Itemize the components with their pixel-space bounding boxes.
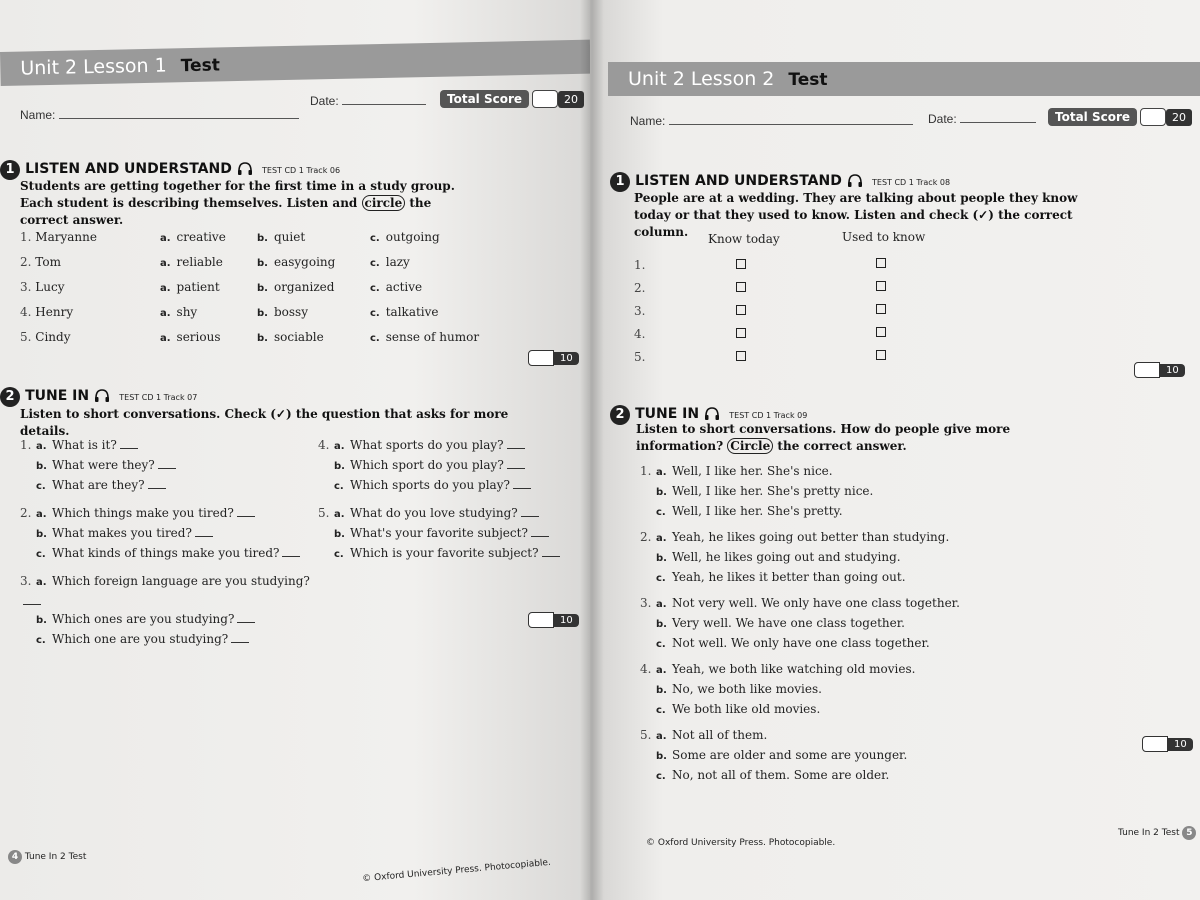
option-c[interactable]: c. lazy <box>370 255 410 269</box>
left-date-label: Date: <box>310 94 339 108</box>
right-section2-instruction <box>636 421 1086 455</box>
option-b[interactable]: b. organized <box>257 280 335 294</box>
right-date-row <box>928 112 1036 126</box>
option-b[interactable]: b. easygoing <box>257 255 336 269</box>
left-section1-circle-word: circle <box>362 195 406 211</box>
left-unit-header <box>0 40 590 86</box>
list-item: 5. a. What do you love studying? b. What's your favorite subject? c. Which is your favorite subject? <box>318 504 578 564</box>
table-row: 5. <box>634 350 934 373</box>
answer-blank[interactable] <box>507 468 525 469</box>
right-section1-track: TEST CD 1 Track 08 <box>872 178 951 187</box>
checkbox-used-to-know[interactable] <box>876 281 886 291</box>
left-page <box>0 0 590 900</box>
left-page-number: 4 <box>8 850 22 864</box>
answer-blank[interactable] <box>513 488 531 489</box>
left-section1-instruction-b: the correct answer. <box>20 196 432 227</box>
answer-blank[interactable] <box>237 622 255 623</box>
left-section2-title: TUNE IN <box>25 388 90 404</box>
row-num: 2. <box>20 255 32 269</box>
answer-blank[interactable] <box>148 488 166 489</box>
headphones-icon <box>847 174 863 188</box>
checkbox-know-today[interactable] <box>736 305 746 315</box>
left-section2-instruction: Listen to short conversations. Check (✓) the question that asks for more details. <box>20 407 509 438</box>
answer-blank[interactable] <box>282 556 300 557</box>
option-a[interactable]: Not very well. We only have one class together. <box>672 596 960 610</box>
option-b[interactable]: b. bossy <box>257 305 308 319</box>
list-item: 2. a. Which things make you tired? b. What makes you tired? c. What kinds of things make you tired? <box>20 504 310 564</box>
answer-blank[interactable] <box>23 604 41 605</box>
right-total-score-label: Total Score <box>1048 108 1137 126</box>
left-footer-title: Tune In 2 Test <box>24 852 87 862</box>
option-a[interactable]: Yeah, he likes going out better than studying. <box>672 530 950 544</box>
right-date-field[interactable] <box>960 112 1036 123</box>
score-box[interactable] <box>1142 736 1168 752</box>
headphones-icon <box>704 407 720 421</box>
headphones-icon <box>237 162 253 176</box>
answer-blank[interactable] <box>542 556 560 557</box>
checkbox-used-to-know[interactable] <box>876 327 886 337</box>
right-footer-copyright: © Oxford University Press. Photocopiable. <box>646 838 836 848</box>
row-num: 1. <box>20 230 32 244</box>
option-c[interactable]: c. talkative <box>370 305 439 319</box>
left-section1-title: LISTEN AND UNDERSTAND <box>25 161 232 177</box>
option-b[interactable]: Well, I like her. She's pretty nice. <box>672 484 874 498</box>
option-b[interactable]: Very well. We have one class together. <box>672 616 905 630</box>
right-section2-instruction-a: Listen to short conversations. How do people give more information? <box>636 422 1011 453</box>
row-name: Cindy <box>35 330 71 344</box>
list-item: 4. a. Yeah, we both like watching old movies. b. No, we both like movies. c. We both like old movies. <box>640 662 916 716</box>
right-total-score-box[interactable] <box>1140 108 1166 126</box>
list-item <box>20 330 500 355</box>
right-unit-title: Unit 2 Lesson 2 <box>628 68 775 90</box>
left-total-score-label: Total Score <box>440 90 529 108</box>
right-footer-title: Tune In 2 Test <box>1118 828 1180 838</box>
answer-blank[interactable] <box>231 642 249 643</box>
row-num: 3. <box>20 280 32 294</box>
left-section1-track: TEST CD 1 Track 06 <box>262 166 341 175</box>
right-name-field[interactable] <box>669 114 913 125</box>
right-name-label: Name: <box>630 114 666 128</box>
answer-blank[interactable] <box>531 536 549 537</box>
answer-blank[interactable] <box>158 468 176 469</box>
right-section2-instruction-b: the correct answer. <box>777 439 907 453</box>
right-name-row <box>630 114 913 128</box>
score-box[interactable] <box>1134 362 1160 378</box>
row-name: Lucy <box>35 280 65 294</box>
option-a[interactable]: a. serious <box>160 330 221 344</box>
left-total-score-value: 20 <box>558 91 584 108</box>
left-name-field[interactable] <box>59 108 299 119</box>
answer-blank[interactable] <box>120 448 138 449</box>
right-section2-circle-word: Circle <box>727 438 773 454</box>
option-c[interactable]: We both like old movies. <box>672 702 821 716</box>
left-section2-score <box>528 612 579 628</box>
option-b[interactable]: b. sociable <box>257 330 324 344</box>
right-date-label: Date: <box>928 112 957 126</box>
table-row: 4. <box>634 327 934 350</box>
checkbox-know-today[interactable] <box>736 351 746 361</box>
list-item: 3. a. Which foreign language are you studying? b. Which ones are you studying? c. Which one are you studying? <box>20 574 310 646</box>
right-section1-number: 1 <box>610 172 630 192</box>
score-value: 10 <box>1160 364 1185 377</box>
list-item: 3. a. Not very well. We only have one class together. b. Very well. We have one class together. c. Not well. We only have one class together. <box>640 596 960 650</box>
right-section2-score <box>1142 736 1193 752</box>
option-a[interactable]: a. reliable <box>160 255 223 269</box>
checkbox-know-today[interactable] <box>736 259 746 269</box>
score-value: 10 <box>554 352 579 365</box>
score-value: 10 <box>554 614 579 627</box>
left-total-score-box[interactable] <box>532 90 558 108</box>
left-name-label: Name: <box>20 108 56 122</box>
list-item <box>20 230 500 255</box>
option-b[interactable]: Some are older and some are younger. <box>672 748 908 762</box>
right-section2-track: TEST CD 1 Track 09 <box>729 411 808 420</box>
score-value: 10 <box>1168 738 1193 751</box>
checkbox-know-today[interactable] <box>736 282 746 292</box>
list-item <box>20 255 500 280</box>
left-section1-list <box>20 230 500 355</box>
score-box[interactable] <box>528 612 554 628</box>
checkbox-used-to-know[interactable] <box>876 304 886 314</box>
answer-blank[interactable] <box>195 536 213 537</box>
right-section1-score <box>1134 362 1185 378</box>
right-col-used-to-know: Used to know <box>842 230 926 244</box>
left-footer-copyright: © Oxford University Press. Photocopiable. <box>361 857 552 885</box>
checkbox-know-today[interactable] <box>736 328 746 338</box>
list-item: 1. a. Well, I like her. She's nice. b. Well, I like her. She's pretty nice. c. Well, I like her. She's pretty. <box>640 464 874 518</box>
right-total-score-value: 20 <box>1166 109 1192 126</box>
left-footer <box>8 850 86 864</box>
option-b[interactable]: No, we both like movies. <box>672 682 822 696</box>
option-c[interactable]: No, not all of them. Some are older. <box>672 768 890 782</box>
option-a[interactable]: a. creative <box>160 230 226 244</box>
table-row: 1. <box>634 258 934 281</box>
right-page <box>590 0 1200 900</box>
left-section2-track: TEST CD 1 Track 07 <box>119 393 198 402</box>
row-name: Henry <box>35 305 74 319</box>
list-item: 5. a. Not all of them. b. Some are older and some are younger. c. No, not all of them. Some are older. <box>640 728 908 782</box>
answer-blank[interactable] <box>237 516 255 517</box>
left-section2-number: 2 <box>0 387 20 407</box>
row-num: 4. <box>20 305 32 319</box>
left-unit-title: Unit 2 Lesson 1 <box>20 54 167 80</box>
row-name: Tom <box>35 255 61 269</box>
row-name: Maryanne <box>35 230 97 244</box>
left-section1-instruction-a: Students are getting together for the first time in a study group. Each student is describing themselves. Listen and <box>20 179 455 210</box>
left-section1-instruction <box>20 178 470 229</box>
option-c[interactable]: c. active <box>370 280 423 294</box>
list-item <box>20 280 500 305</box>
option-c[interactable]: c. outgoing <box>370 230 440 244</box>
list-item: 2. a. Yeah, he likes going out better than studying. b. Well, he likes going out and studying. c. Yeah, he likes it better than going out. <box>640 530 950 584</box>
checkbox-used-to-know[interactable] <box>876 258 886 268</box>
left-section1-number: 1 <box>0 160 20 180</box>
option-a[interactable]: a. shy <box>160 305 198 319</box>
option-c[interactable]: Yeah, he likes it better than going out. <box>672 570 906 584</box>
table-row: 2. <box>634 281 934 304</box>
list-item <box>20 305 500 330</box>
right-section1-rows <box>634 258 934 373</box>
left-name-row <box>20 108 299 122</box>
table-row: 3. <box>634 304 934 327</box>
right-total-score <box>1048 108 1192 126</box>
row-num: 5. <box>20 330 32 344</box>
right-footer <box>1118 826 1196 840</box>
right-col-know-today: Know today <box>708 232 780 246</box>
option-c[interactable]: Well, I like her. She's pretty. <box>672 504 843 518</box>
option-b[interactable]: Well, he likes going out and studying. <box>672 550 901 564</box>
left-date-field[interactable] <box>342 94 426 105</box>
left-section2-header <box>0 385 197 407</box>
left-test-word: Test <box>180 55 221 77</box>
right-section1-header <box>610 170 950 192</box>
option-c[interactable]: c. sense of humor <box>370 330 480 344</box>
left-section2-col1 <box>20 436 310 650</box>
right-section2-title: TUNE IN <box>635 406 700 422</box>
right-section2-list <box>640 462 1060 786</box>
right-section1-instruction: People are at a wedding. They are talking about people they know today or that they used to know. Listen and check (✓) the correct column. <box>634 191 1078 239</box>
right-test-word: Test <box>788 70 828 90</box>
left-section1-score <box>528 350 579 366</box>
left-date-row <box>310 94 426 108</box>
headphones-icon <box>94 389 110 403</box>
right-section1-title: LISTEN AND UNDERSTAND <box>635 173 842 189</box>
option-a[interactable]: Yeah, we both like watching old movies. <box>672 662 916 676</box>
score-box[interactable] <box>528 350 554 366</box>
book-spine <box>580 0 604 900</box>
option-c[interactable]: Not well. We only have one class together. <box>672 636 930 650</box>
right-section2-number: 2 <box>610 405 630 425</box>
option-b[interactable]: b. quiet <box>257 230 306 244</box>
right-page-number: 5 <box>1182 826 1196 840</box>
option-a[interactable]: Not all of them. <box>672 728 768 742</box>
checkbox-used-to-know[interactable] <box>876 350 886 360</box>
list-item: 4. a. What sports do you play? b. Which sport do you play? c. Which sports do you play? <box>318 436 578 496</box>
answer-blank[interactable] <box>521 516 539 517</box>
right-unit-header <box>608 62 1200 96</box>
list-item: 1. a. What is it? b. What were they? c. What are they? <box>20 436 310 496</box>
left-total-score <box>440 90 584 108</box>
left-section2-col2 <box>318 436 578 564</box>
answer-blank[interactable] <box>507 448 525 449</box>
option-a[interactable]: Well, I like her. She's nice. <box>672 464 833 478</box>
option-a[interactable]: a. patient <box>160 280 220 294</box>
left-section1-header <box>0 158 340 180</box>
